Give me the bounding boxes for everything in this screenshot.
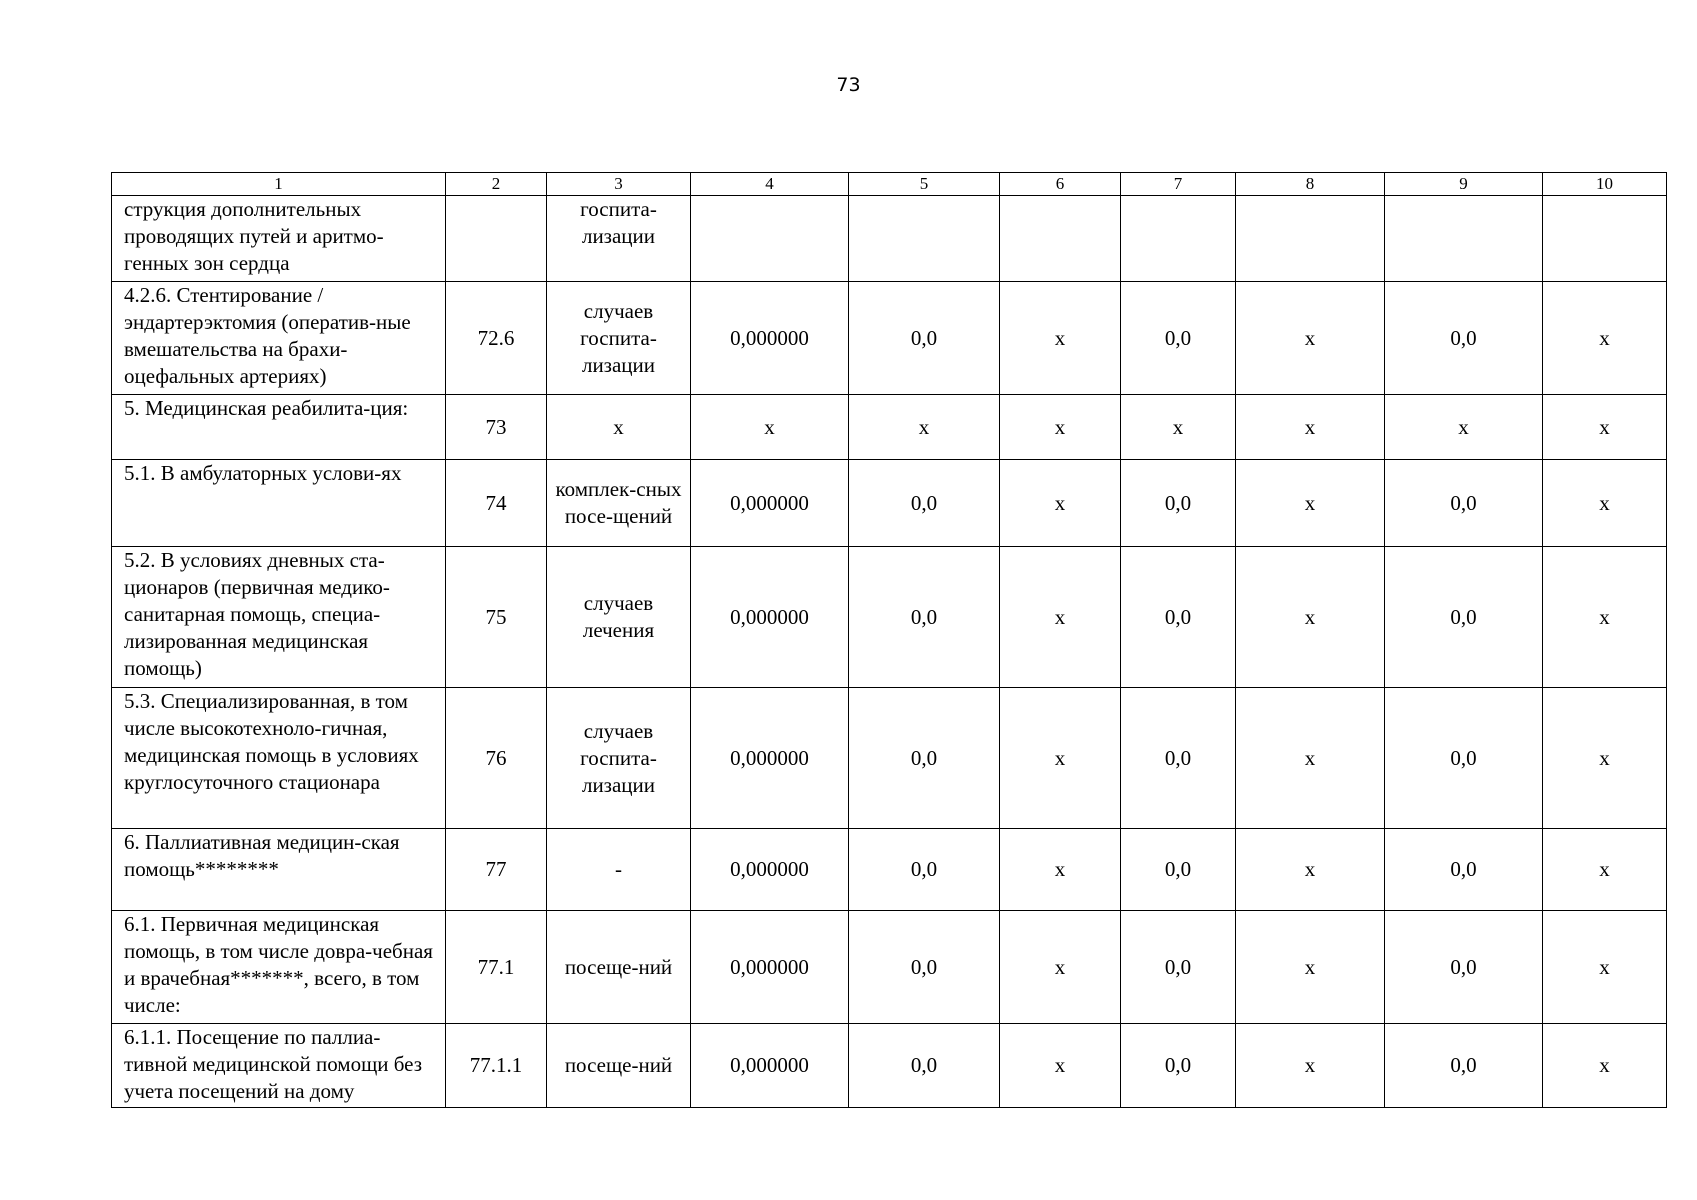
row-value-cell: х bbox=[1236, 1024, 1385, 1108]
row-value-cell: х bbox=[1236, 911, 1385, 1024]
row-value-cell: х bbox=[1000, 1024, 1121, 1108]
row-name-cell: 4.2.6. Стентирование /эндартерэктомия (оператив-ные вмешательства на брахи-оцефальных артериях) bbox=[112, 282, 446, 395]
row-unit-cell: посеще-ний bbox=[547, 911, 691, 1024]
row-value-cell: х bbox=[1000, 460, 1121, 547]
header-row bbox=[112, 173, 1667, 196]
row-unit-cell: случаев госпита-лизации bbox=[547, 282, 691, 395]
row-value-cell: 0,0 bbox=[1385, 829, 1543, 911]
row-value-cell: 0,000000 bbox=[691, 829, 849, 911]
row-value-cell bbox=[1236, 196, 1385, 282]
data-table bbox=[111, 172, 1667, 1108]
column-header-3: 3 bbox=[547, 173, 691, 196]
row-value-cell bbox=[849, 196, 1000, 282]
row-unit-cell: случаев госпита-лизации bbox=[547, 688, 691, 829]
column-header-4: 4 bbox=[691, 173, 849, 196]
row-name-cell: 5.3. Специализированная, в том числе высокотехноло-гичная, медицинская помощь в условиях круглосуточного стационара bbox=[112, 688, 446, 829]
row-value-cell: х bbox=[1236, 282, 1385, 395]
column-header-7: 7 bbox=[1121, 173, 1236, 196]
row-unit-cell: госпита-лизации bbox=[547, 196, 691, 282]
row-code-cell: 75 bbox=[446, 547, 547, 688]
row-value-cell: х bbox=[1543, 1024, 1667, 1108]
row-value-cell bbox=[1543, 196, 1667, 282]
row-value-cell: 0,0 bbox=[849, 911, 1000, 1024]
row-value-cell: х bbox=[1236, 547, 1385, 688]
column-header-5: 5 bbox=[849, 173, 1000, 196]
row-code-cell: 74 bbox=[446, 460, 547, 547]
row-value-cell bbox=[1000, 196, 1121, 282]
row-value-cell: х bbox=[1000, 282, 1121, 395]
row-value-cell: х bbox=[1543, 460, 1667, 547]
row-value-cell: х bbox=[1236, 460, 1385, 547]
row-value-cell: х bbox=[1000, 688, 1121, 829]
row-value-cell: 0,0 bbox=[849, 282, 1000, 395]
row-value-cell: 0,0 bbox=[1121, 1024, 1236, 1108]
row-value-cell bbox=[691, 196, 849, 282]
row-value-cell bbox=[1121, 196, 1236, 282]
row-value-cell: 0,0 bbox=[1121, 688, 1236, 829]
row-value-cell: 0,0 bbox=[1121, 911, 1236, 1024]
row-value-cell: 0,0 bbox=[849, 829, 1000, 911]
row-value-cell: х bbox=[1385, 395, 1543, 460]
row-value-cell: 0,0 bbox=[849, 688, 1000, 829]
row-value-cell: 0,0 bbox=[849, 547, 1000, 688]
row-value-cell: 0,0 bbox=[1385, 547, 1543, 688]
row-value-cell: х bbox=[1000, 547, 1121, 688]
column-header-2: 2 bbox=[446, 173, 547, 196]
row-value-cell: 0,0 bbox=[1121, 547, 1236, 688]
row-value-cell: х bbox=[1543, 688, 1667, 829]
row-name-cell: 6.1.1. Посещение по паллиа-тивной медицинской помощи без учета посещений на дому bbox=[112, 1024, 446, 1108]
row-value-cell: х bbox=[1236, 688, 1385, 829]
table-row bbox=[112, 1024, 1667, 1108]
row-value-cell: х bbox=[1543, 829, 1667, 911]
row-value-cell: 0,0 bbox=[1385, 911, 1543, 1024]
row-name-cell: струкция дополнительных проводящих путей и аритмо-генных зон сердца bbox=[112, 196, 446, 282]
row-value-cell: 0,000000 bbox=[691, 460, 849, 547]
table-row bbox=[112, 282, 1667, 395]
row-value-cell: х bbox=[1121, 395, 1236, 460]
table-row bbox=[112, 395, 1667, 460]
column-header-6: 6 bbox=[1000, 173, 1121, 196]
row-code-cell: 77.1.1 bbox=[446, 1024, 547, 1108]
page-number: 73 bbox=[836, 74, 861, 96]
row-code-cell: 77 bbox=[446, 829, 547, 911]
row-value-cell: 0,0 bbox=[849, 1024, 1000, 1108]
row-value-cell bbox=[1385, 196, 1543, 282]
row-value-cell: х bbox=[1236, 395, 1385, 460]
row-value-cell: 0,0 bbox=[1121, 829, 1236, 911]
column-header-10: 10 bbox=[1543, 173, 1667, 196]
table-row bbox=[112, 911, 1667, 1024]
row-value-cell: 0,0 bbox=[849, 460, 1000, 547]
row-code-cell: 72.6 bbox=[446, 282, 547, 395]
row-name-cell: 5.1. В амбулаторных услови-ях bbox=[112, 460, 446, 547]
row-value-cell: 0,0 bbox=[1385, 282, 1543, 395]
row-value-cell: х bbox=[1000, 911, 1121, 1024]
column-header-9: 9 bbox=[1385, 173, 1543, 196]
row-value-cell: 0,000000 bbox=[691, 911, 849, 1024]
row-code-cell: 77.1 bbox=[446, 911, 547, 1024]
row-unit-cell: комплек-сных посе-щений bbox=[547, 460, 691, 547]
row-value-cell: 0,0 bbox=[1121, 460, 1236, 547]
row-value-cell: х bbox=[691, 395, 849, 460]
row-name-cell: 5. Медицинская реабилита-ция: bbox=[112, 395, 446, 460]
table-row bbox=[112, 196, 1667, 282]
table-row bbox=[112, 688, 1667, 829]
row-value-cell: х bbox=[849, 395, 1000, 460]
row-value-cell: х bbox=[1236, 829, 1385, 911]
row-value-cell: 0,0 bbox=[1385, 688, 1543, 829]
row-code-cell: 76 bbox=[446, 688, 547, 829]
table-row bbox=[112, 460, 1667, 547]
row-name-cell: 5.2. В условиях дневных ста-ционаров (первичная медико-санитарная помощь, специа-лизированная медицинская помощь) bbox=[112, 547, 446, 688]
column-header-8: 8 bbox=[1236, 173, 1385, 196]
row-code-cell: 73 bbox=[446, 395, 547, 460]
table-row bbox=[112, 829, 1667, 911]
row-name-cell: 6. Паллиативная медицин-ская помощь******** bbox=[112, 829, 446, 911]
row-unit-cell: посеще-ний bbox=[547, 1024, 691, 1108]
row-value-cell: х bbox=[1000, 395, 1121, 460]
row-value-cell: х bbox=[1543, 911, 1667, 1024]
row-value-cell: 0,0 bbox=[1385, 460, 1543, 547]
row-value-cell: 0,0 bbox=[1385, 1024, 1543, 1108]
row-name-cell: 6.1. Первичная медицинская помощь, в том числе довра-чебная и врачебная*******, всего, в том числе: bbox=[112, 911, 446, 1024]
row-value-cell: 0,000000 bbox=[691, 1024, 849, 1108]
row-value-cell: х bbox=[1543, 395, 1667, 460]
table-row bbox=[112, 547, 1667, 688]
row-code-cell bbox=[446, 196, 547, 282]
row-unit-cell: - bbox=[547, 829, 691, 911]
row-unit-cell: х bbox=[547, 395, 691, 460]
row-value-cell: х bbox=[1543, 282, 1667, 395]
row-value-cell: 0,0 bbox=[1121, 282, 1236, 395]
row-unit-cell: случаев лечения bbox=[547, 547, 691, 688]
row-value-cell: 0,000000 bbox=[691, 688, 849, 829]
column-header-1: 1 bbox=[112, 173, 446, 196]
row-value-cell: х bbox=[1000, 829, 1121, 911]
row-value-cell: 0,000000 bbox=[691, 547, 849, 688]
row-value-cell: х bbox=[1543, 547, 1667, 688]
row-value-cell: 0,000000 bbox=[691, 282, 849, 395]
